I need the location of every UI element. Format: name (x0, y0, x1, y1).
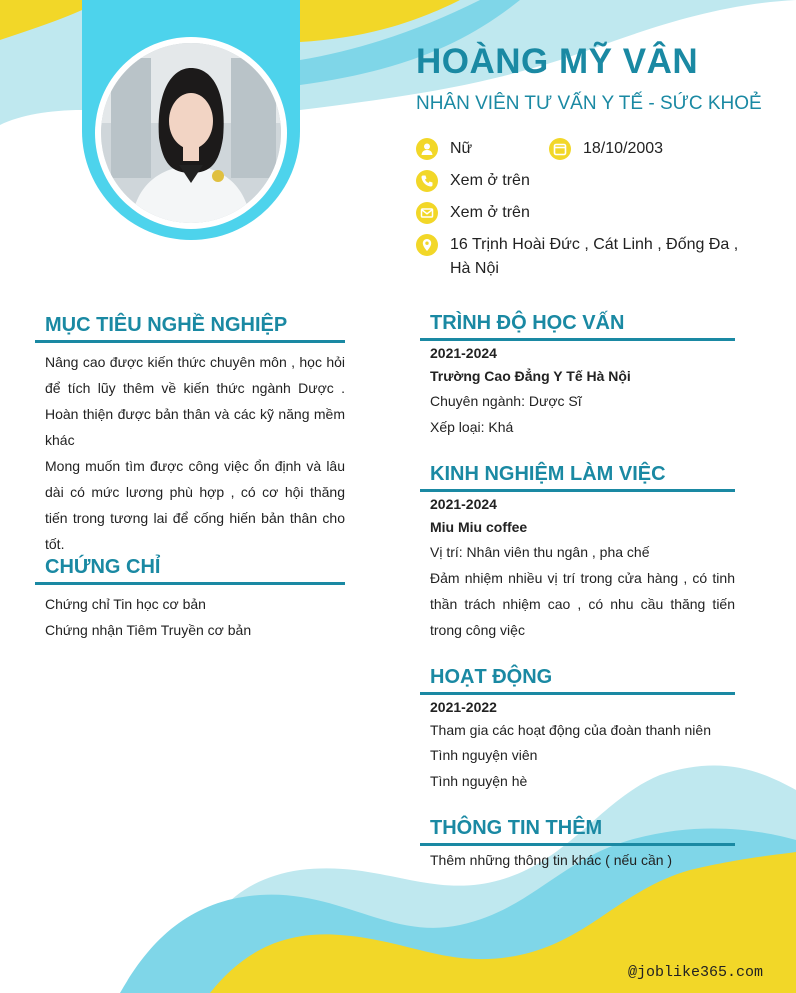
certificate-item: Chứng chỉ Tin học cơ bản (45, 596, 206, 612)
additional-text: Thêm những thông tin khác ( nếu cần ) (430, 852, 673, 868)
phone-row (416, 171, 530, 193)
address-text: 16 Trịnh Hoài Đức , Cát Linh , Đống Đa , Hà Nội (450, 236, 739, 277)
user-icon (416, 138, 438, 160)
objective-divider (35, 340, 345, 343)
objective-paragraph-2: Mong muốn tìm được công việc ổn định và lâu dài có mức lương phù hợp , có cơ hội thăng tiến trong tương lai để cống hiến bản thân cho tốt. (45, 458, 345, 552)
additional-title: THÔNG TIN THÊM (430, 817, 603, 839)
additional-divider (420, 843, 735, 846)
objective-paragraph-1: Nâng cao được kiến thức chuyên môn , học hỏi để tích lũy thêm về kiến thức ngành Dược . Hoàn thiện được bản thân và các kỹ năng mềm khác (45, 354, 345, 448)
experience-position: Vị trí: Nhân viên thu ngân , pha chế (430, 544, 650, 560)
phone-icon (416, 170, 438, 192)
education-divider (420, 338, 735, 341)
address-row (416, 235, 756, 281)
job-title: NHÂN VIÊN TƯ VẤN Y TẾ - SỨC KHOẺ (416, 93, 762, 114)
activities-divider (420, 692, 735, 695)
activities-period: 2021-2022 (430, 699, 497, 715)
experience-period: 2021-2024 (430, 496, 497, 512)
activity-item: Tình nguyện viên (430, 747, 538, 763)
email-row (416, 203, 530, 225)
education-grade: Xếp loại: Khá (430, 419, 514, 435)
certificate-item: Chứng nhận Tiêm Truyền cơ bản (45, 622, 252, 638)
phone-text: Xem ở trên (450, 172, 530, 189)
activity-item: Tham gia các hoạt động của đoàn thanh niên (430, 722, 711, 738)
objective-title: MỤC TIÊU NGHỀ NGHIỆP (45, 314, 288, 336)
watermark: @joblike365.com (628, 964, 764, 981)
education-period: 2021-2024 (430, 345, 497, 361)
activities-title: HOẠT ĐỘNG (430, 666, 553, 688)
experience-description: Đảm nhiệm nhiều vị trí trong cửa hàng , có tinh thần trách nhiệm cao , có nhu cầu thăng tiến trong công việc (430, 570, 735, 638)
avatar (101, 43, 281, 223)
gender-text: Nữ (450, 140, 473, 157)
experience-title: KINH NGHIỆM LÀM VIỆC (430, 463, 666, 485)
activity-item: Tình nguyện hè (430, 773, 528, 789)
calendar-icon (549, 138, 571, 160)
education-school: Trường Cao Đẳng Y Tế Hà Nội (430, 368, 631, 384)
education-major: Chuyên ngành: Dược Sĩ (430, 393, 582, 409)
birthday-text: 18/10/2003 (583, 140, 664, 157)
certificates-title: CHỨNG CHỈ (45, 556, 161, 578)
mail-icon (416, 202, 438, 224)
location-pin-icon (416, 234, 438, 256)
email-text: Xem ở trên (450, 204, 530, 221)
education-title: TRÌNH ĐỘ HỌC VẤN (430, 312, 625, 334)
experience-company: Miu Miu coffee (430, 519, 528, 535)
experience-divider (420, 489, 735, 492)
certificates-divider (35, 582, 345, 585)
birthday-row (549, 139, 663, 161)
person-name: HOÀNG MỸ VÂN (416, 42, 699, 81)
gender-row (416, 139, 472, 161)
